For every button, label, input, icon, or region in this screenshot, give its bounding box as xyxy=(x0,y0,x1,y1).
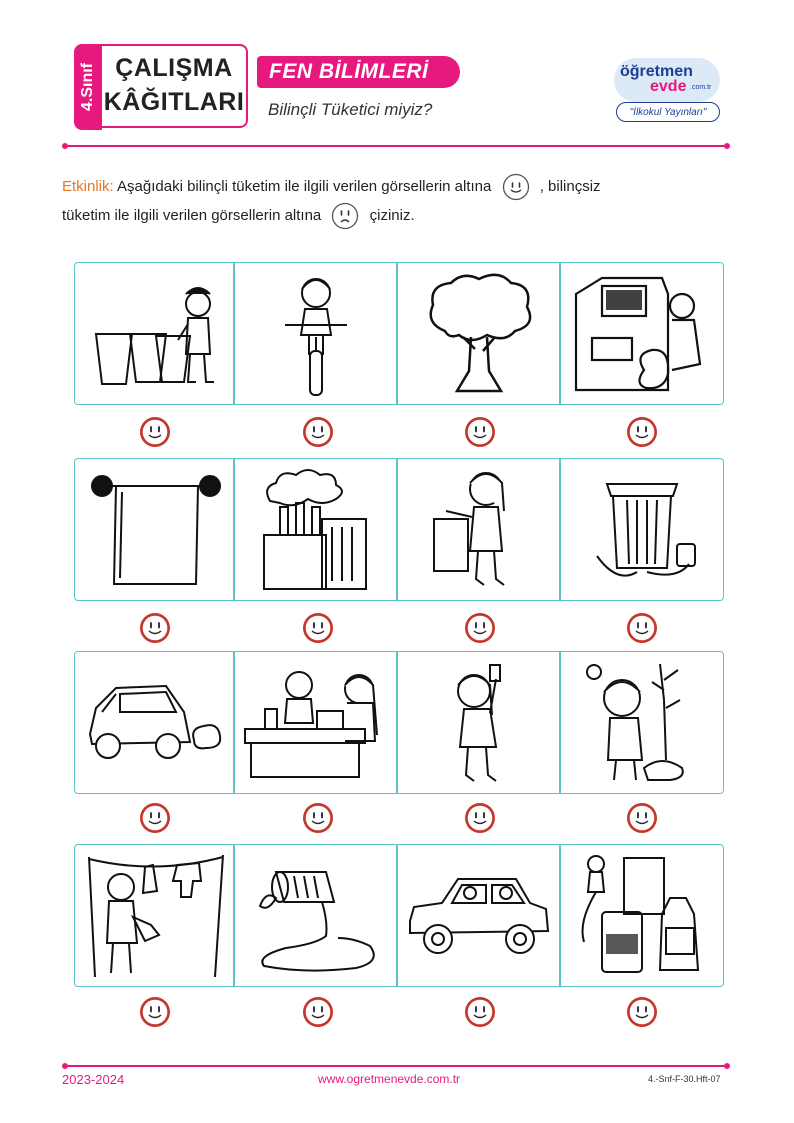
instruction-text xyxy=(62,172,732,230)
image-row-1 xyxy=(74,262,724,405)
office-desk-image xyxy=(235,652,398,793)
footer-rule xyxy=(66,1065,726,1067)
car-exhaust-image xyxy=(75,652,238,793)
planting-tree-image xyxy=(561,652,724,793)
washing-hands-image xyxy=(398,459,561,600)
light-switch-image xyxy=(398,652,561,793)
logo-domain: .com.tr xyxy=(690,84,712,91)
grade-label: 4.Sınıf xyxy=(79,62,96,112)
answer-face-4-3[interactable] xyxy=(464,996,496,1028)
answer-face-3-1[interactable] xyxy=(139,802,171,834)
happy-face-icon xyxy=(502,173,530,201)
footer-code: 4.-Snf-F-30.Hft-07 xyxy=(648,1074,721,1084)
title-line-2: KÂĞITLARI xyxy=(103,88,245,116)
footer-dot-right xyxy=(724,1063,730,1069)
answer-face-2-3[interactable] xyxy=(464,612,496,644)
chemical-products-image xyxy=(561,845,724,986)
image-row-3 xyxy=(74,651,724,794)
answer-face-1-3[interactable] xyxy=(464,416,496,448)
towel-rack-image xyxy=(75,459,238,600)
answer-face-4-1[interactable] xyxy=(139,996,171,1028)
logo-main-text-2: evde xyxy=(650,78,687,95)
footer-website-link[interactable]: www.ogretmenevde.com.tr xyxy=(318,1072,461,1086)
logo-subtitle: "İlkokul Yayınları" xyxy=(616,102,720,122)
instruction-text-3: tüketim ile ilgili verilen görsellerin altına xyxy=(62,207,326,225)
smoky-factory-image xyxy=(235,459,398,600)
publisher-logo xyxy=(606,54,726,130)
answer-face-1-2[interactable] xyxy=(302,416,334,448)
worksheet-subtitle: Bilinçli Tüketici miyiz? xyxy=(268,100,433,119)
answer-face-2-2[interactable] xyxy=(302,612,334,644)
answer-face-3-3[interactable] xyxy=(464,802,496,834)
answer-face-3-4[interactable] xyxy=(626,802,658,834)
image-row-4 xyxy=(74,844,724,987)
footer-year: 2023-2024 xyxy=(62,1072,125,1087)
instruction-label: Etkinlik: xyxy=(62,178,114,195)
tree-image xyxy=(398,263,561,404)
answer-face-1-4[interactable] xyxy=(626,416,658,448)
instruction-text-4: çiziniz. xyxy=(365,207,415,225)
hanging-laundry-image xyxy=(75,845,238,986)
overflowing-trashcan-image xyxy=(561,459,724,600)
instruction-text-1: Aşağıdaki bilinçli tüketim ile ilgili verilen görsellerin altına xyxy=(113,178,496,195)
logo-main-text: öğretmen xyxy=(620,63,693,80)
sewage-pipe-image xyxy=(235,845,398,986)
grade-tab xyxy=(74,44,102,130)
answer-face-2-1[interactable] xyxy=(139,612,171,644)
answer-face-2-4[interactable] xyxy=(626,612,658,644)
instruction-text-2: , bilinçsiz xyxy=(535,178,601,195)
answer-face-4-2[interactable] xyxy=(302,996,334,1028)
cyclist-image xyxy=(235,263,398,404)
car-family-image xyxy=(398,845,561,986)
recycling-bins-image xyxy=(75,263,238,404)
answer-face-3-2[interactable] xyxy=(302,802,334,834)
trash-bag-image xyxy=(561,263,724,404)
header-rule xyxy=(66,145,726,147)
answer-face-1-1[interactable] xyxy=(139,416,171,448)
answer-face-4-4[interactable] xyxy=(626,996,658,1028)
image-row-2 xyxy=(74,458,724,601)
sad-face-icon xyxy=(331,202,359,230)
title-box xyxy=(100,44,248,128)
rule-dot-right xyxy=(724,143,730,149)
subject-pill xyxy=(257,56,460,88)
title-line-1: ÇALIŞMA xyxy=(115,54,233,82)
subject-label: FEN BİLİMLERİ xyxy=(269,60,429,83)
